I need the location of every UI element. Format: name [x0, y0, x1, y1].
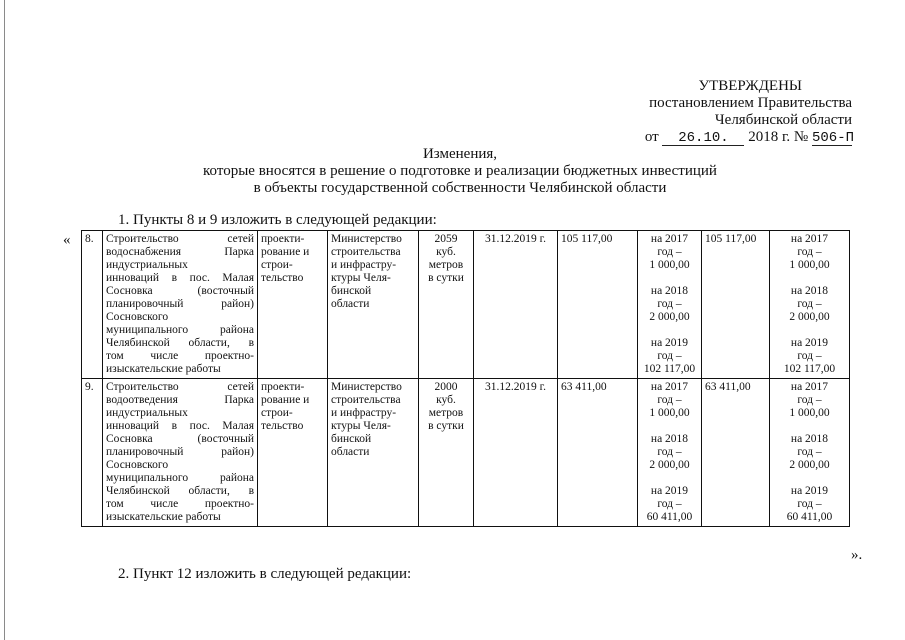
object-name-line: изыскательские работы	[106, 363, 221, 375]
table-row	[82, 379, 850, 527]
year-amount: 2 000,00	[649, 459, 690, 471]
ministry-line: строительства	[331, 246, 401, 258]
cost-by-year-block	[641, 337, 698, 376]
cost-by-year-block	[641, 485, 698, 524]
approval-line-1: постановлением Правительства	[649, 95, 852, 111]
approval-title: УТВЕРЖДЕНЫ	[698, 78, 802, 94]
ministry-line: области	[331, 298, 370, 310]
year-year: на 2019	[650, 337, 689, 349]
object-name-line: том числе проектно-	[106, 350, 254, 362]
cost-by-year-cell	[638, 379, 702, 527]
year-amount: 1 000,00	[649, 259, 690, 271]
object-name-line: инноваций в пос. Малая	[106, 420, 254, 432]
object-name-line: муниципального района	[106, 472, 254, 484]
approval-date-line	[592, 129, 855, 146]
object-name-cell	[103, 231, 258, 379]
heading-line-1: Изменения,	[422, 146, 498, 162]
object-name-line: изыскательские работы	[106, 511, 221, 523]
heading-line-3: в объекты государственной собственности Челябинской области	[253, 180, 667, 196]
capacity-line: в сутки	[428, 420, 464, 432]
year-label: год –	[657, 350, 682, 362]
work-type-line: тельство	[261, 420, 304, 432]
year-amount: 102 117,00	[783, 363, 836, 375]
approval-line-2: Челябинской области	[714, 112, 852, 128]
cost2-by-year-block	[773, 337, 846, 376]
object-name-line: Строительство сетей	[106, 233, 254, 245]
object-name-line: планировочный район)	[106, 298, 254, 310]
year-amount: 2 000,00	[649, 311, 690, 323]
ministry-line: ктуры Челя-	[331, 272, 391, 284]
year-amount: 2 000,00	[789, 311, 830, 323]
object-name-line: планировочный район)	[106, 446, 254, 458]
capacity-line: куб.	[436, 394, 456, 406]
work-type-line: рование и	[261, 394, 310, 406]
object-name-line: Сосновского	[106, 311, 169, 323]
object-name-line: том числе проектно-	[106, 498, 254, 510]
cost2-by-year-block	[773, 233, 846, 272]
year-label: год –	[657, 498, 682, 510]
object-name-line: водоотведения Парка	[106, 394, 254, 406]
object-name-cell	[103, 379, 258, 527]
year-amount: 102 117,00	[643, 363, 696, 375]
work-type-line: тельство	[261, 272, 304, 284]
year-text: 2018 г. №	[748, 129, 809, 145]
object-name-line: Сосновского	[106, 459, 169, 471]
year-year: на 2018	[650, 285, 689, 297]
year-year: на 2018	[790, 285, 829, 297]
object-name-line: индустриальных	[106, 259, 188, 271]
work-type-line: рование и	[261, 246, 310, 258]
ministry-cell	[328, 379, 419, 527]
point-1-text: 1. Пункты 8 и 9 изложить в следующей редакции:	[118, 212, 437, 228]
cost2-by-year-block	[773, 433, 846, 472]
object-name-line: Сосновка (восточный	[106, 285, 254, 297]
ministry-line: бинской	[331, 433, 372, 445]
capacity-cell	[419, 379, 474, 527]
year-amount: 1 000,00	[789, 259, 830, 271]
object-name-line: муниципального района	[106, 324, 254, 336]
cost2-by-year-cell	[770, 379, 850, 527]
ministry-line: и инфрастру-	[331, 407, 397, 419]
object-name-line: Челябинской области, в	[106, 337, 254, 349]
capacity-line: 2059	[434, 233, 458, 245]
cost2-by-year-cell	[770, 231, 850, 379]
work-type-line: проекти-	[261, 381, 305, 393]
object-name-line: Челябинской области, в	[106, 485, 254, 497]
work-type-cell	[258, 231, 328, 379]
capacity-line: в сутки	[428, 272, 464, 284]
ministry-line: строительства	[331, 394, 401, 406]
year-label: год –	[797, 446, 822, 458]
year-label: год –	[657, 446, 682, 458]
ministry-line: ктуры Челя-	[331, 420, 391, 432]
year-label: год –	[797, 498, 822, 510]
object-name-line: Строительство сетей	[106, 381, 254, 393]
date-value: 26.10.	[662, 131, 744, 146]
deadline-cell: 31.12.2019 г.	[474, 379, 558, 527]
cost-cell: 105 117,00	[558, 231, 638, 379]
date-prefix: от	[644, 129, 659, 145]
capacity-line: 2000	[434, 381, 458, 393]
work-type-line: строи-	[261, 407, 293, 419]
cost-by-year-block	[641, 433, 698, 472]
capacity-line: метров	[428, 259, 464, 271]
year-year: на 2018	[650, 433, 689, 445]
year-amount: 60 411,00	[786, 511, 833, 523]
deadline-cell: 31.12.2019 г.	[474, 231, 558, 379]
point-2-text: 2. Пункт 12 изложить в следующей редакции:	[118, 566, 412, 582]
year-year: на 2017	[650, 381, 689, 393]
heading-line-2: которые вносятся в решение о подготовке и реализации бюджетных инвестиций	[203, 163, 717, 179]
approval-stamp	[592, 78, 855, 146]
object-name-line: индустриальных	[106, 407, 188, 419]
page-left-edge	[4, 0, 5, 640]
cost2-cell: 63 411,00	[702, 379, 770, 527]
cost2-by-year-block	[773, 285, 846, 324]
capacity-line: метров	[428, 407, 464, 419]
cost2-cell: 105 117,00	[702, 231, 770, 379]
cost2-by-year-block	[773, 381, 846, 420]
table-row	[82, 231, 850, 379]
ministry-line: Министерство	[331, 381, 402, 393]
year-amount: 1 000,00	[789, 407, 830, 419]
ministry-line: бинской	[331, 285, 372, 297]
investment-table	[81, 230, 850, 527]
object-name-line: инноваций в пос. Малая	[106, 272, 254, 284]
work-type-line: проекти-	[261, 233, 305, 245]
work-type-line: строи-	[261, 259, 293, 271]
object-name-line: водоснабжения Парка	[106, 246, 254, 258]
cost-by-year-block	[641, 233, 698, 272]
cost2-by-year-block	[773, 485, 846, 524]
capacity-line: куб.	[436, 246, 456, 258]
ministry-line: области	[331, 446, 370, 458]
year-year: на 2019	[790, 337, 829, 349]
decree-number: 506-П	[812, 130, 855, 146]
year-amount: 1 000,00	[649, 407, 690, 419]
year-amount: 60 411,00	[646, 511, 693, 523]
close-quote: ».	[851, 547, 863, 563]
object-name-line: Сосновка (восточный	[106, 433, 254, 445]
cost-by-year-cell	[638, 231, 702, 379]
open-quote: «	[63, 232, 71, 248]
year-year: на 2017	[790, 233, 829, 245]
ministry-line: и инфрастру-	[331, 259, 397, 271]
year-year: на 2017	[790, 381, 829, 393]
row-number: 9.	[82, 379, 103, 527]
year-year: на 2019	[650, 485, 689, 497]
cost-by-year-block	[641, 285, 698, 324]
year-amount: 2 000,00	[789, 459, 830, 471]
document-heading	[80, 146, 840, 197]
year-label: год –	[797, 246, 822, 258]
ministry-line: Министерство	[331, 233, 402, 245]
year-year: на 2019	[790, 485, 829, 497]
work-type-cell	[258, 379, 328, 527]
year-year: на 2017	[650, 233, 689, 245]
year-label: год –	[657, 298, 682, 310]
year-label: год –	[797, 298, 822, 310]
cost-by-year-block	[641, 381, 698, 420]
year-label: год –	[797, 350, 822, 362]
cost-cell: 63 411,00	[558, 379, 638, 527]
year-label: год –	[657, 394, 682, 406]
row-number: 8.	[82, 231, 103, 379]
ministry-cell	[328, 231, 419, 379]
year-year: на 2018	[790, 433, 829, 445]
year-label: год –	[657, 246, 682, 258]
year-label: год –	[797, 394, 822, 406]
capacity-cell	[419, 231, 474, 379]
